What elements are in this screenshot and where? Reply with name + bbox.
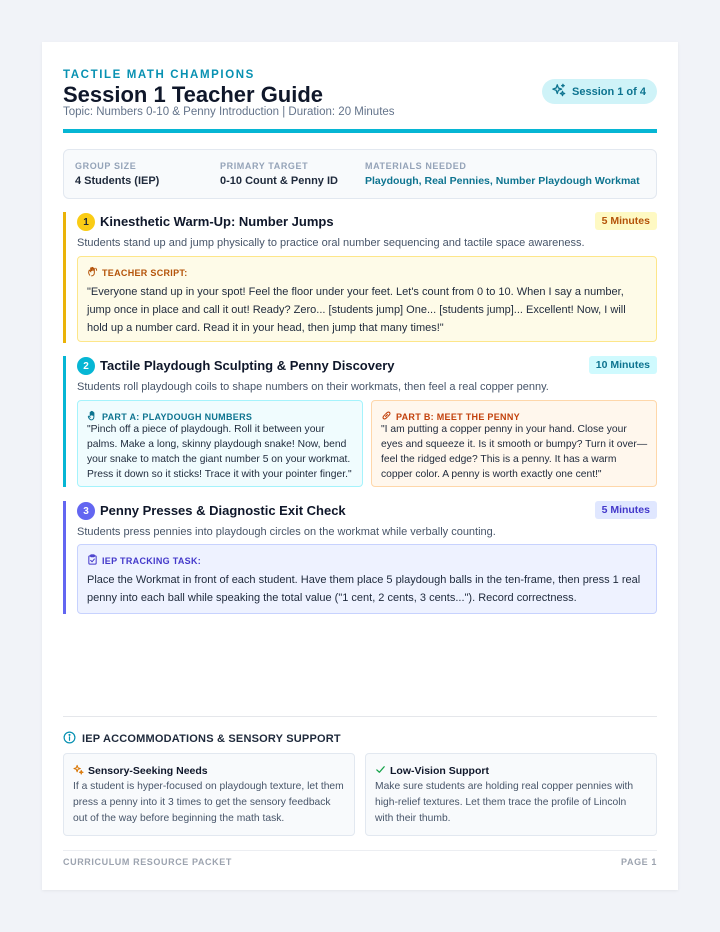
- section-warm-up: [63, 212, 657, 343]
- hand-wave-icon: [87, 266, 98, 279]
- brand-label: TACTILE MATH CHAMPIONS: [63, 69, 255, 81]
- section-description: Students press pennies into playdough circles on the workmat while verbally counting.: [77, 526, 496, 538]
- primary-target: [220, 161, 338, 187]
- low-vision-title: Low-Vision Support: [390, 765, 489, 777]
- footer-page-number: PAGE 1: [621, 857, 657, 867]
- section-description: Students roll playdough coils to shape numbers on their workmats, then feel a real copper penny.: [77, 381, 549, 393]
- clipboard-check-icon: [87, 554, 98, 567]
- primary-target-value: 0-10 Count & Penny ID: [220, 175, 338, 187]
- iep-task-header: [87, 554, 201, 567]
- part-b-label: PART B: MEET THE PENNY: [396, 411, 520, 422]
- group-size-label: GROUP SIZE: [75, 161, 137, 171]
- sensory-seeking-header: [73, 764, 208, 778]
- materials-label: MATERIALS NEEDED: [365, 161, 467, 171]
- low-vision-card: [365, 753, 657, 836]
- iep-task-label: IEP TRACKING TASK:: [102, 555, 202, 566]
- section-playdough: [63, 356, 657, 487]
- section-penny-presses: [63, 501, 657, 614]
- section-title: Tactile Playdough Sculpting & Penny Discovery: [100, 358, 395, 373]
- low-vision-header: [375, 764, 489, 778]
- teacher-script-header: [87, 266, 188, 279]
- session-badge-label: Session 1 of 4: [572, 85, 646, 98]
- part-b-text: "I am putting a copper penny in your hand. Close your eyes and squeeze it. Is it smooth or bumpy? Turn it over—feel the ridged edge? This is a penny. It has a warm copper color. A penny is worth exactly one cent!": [381, 424, 648, 480]
- part-a-label: PART A: PLAYDOUGH NUMBERS: [102, 411, 253, 422]
- time-badge: 5 Minutes: [595, 212, 657, 230]
- section-accent-bar: [63, 501, 66, 614]
- section-description: Students stand up and jump physically to practice oral number sequencing and tactile space awareness.: [77, 237, 585, 249]
- step-number: 1: [77, 213, 95, 231]
- section-title: Penny Presses & Diagnostic Exit Check: [100, 503, 346, 518]
- section-accent-bar: [63, 212, 66, 343]
- accommodations-divider: [63, 716, 657, 717]
- part-a-text: "Pinch off a piece of playdough. Roll it between your palms. Make a long, skinny playdough snake! Now, bend your snake to match the giant number 5 on your workmat. Press it down so it sticks! Trace it with your pointer finger.": [87, 424, 352, 480]
- section-title: Kinesthetic Warm-Up: Number Jumps: [100, 214, 334, 229]
- sensory-seeking-text: If a student is hyper-focused on playdough texture, let them press a penny into it 3 times to get the sensory feedback out of the way before beginning the math task.: [73, 781, 344, 824]
- time-badge: 5 Minutes: [595, 501, 657, 519]
- teacher-script-label: TEACHER SCRIPT:: [102, 267, 188, 278]
- section-accent-bar: [63, 356, 66, 487]
- sensory-seeking-card: [63, 753, 355, 836]
- guide-page: [42, 42, 678, 890]
- page-subtitle: Topic: Numbers 0-10 & Penny Introduction | Duration: 20 Minutes: [63, 106, 395, 118]
- sparkle-icon: [73, 764, 84, 778]
- group-size-value: 4 Students (IEP): [75, 175, 160, 187]
- accommodations-title: IEP ACCOMMODATIONS & SENSORY SUPPORT: [82, 733, 341, 745]
- check-icon: [375, 764, 386, 778]
- primary-target-label: PRIMARY TARGET: [220, 161, 309, 171]
- materials-needed: [365, 161, 640, 187]
- sparkle-icon: [552, 83, 566, 100]
- session-badge: [542, 79, 657, 104]
- low-vision-text: Make sure students are holding real copper pennies with high-relief textures. Let them trace the profile of Lincoln with their thumb.: [375, 781, 634, 824]
- footer-divider: [63, 850, 657, 851]
- teacher-script-text: "Everyone stand up in your spot! Feel the floor under your feet. Let's count from 0 to 10. When I say a number, jump once in place and call it out! Ready? Zero... [students jump] One... [students jump]... Excellent! Now, I will hold up a number card. Read it in your head, then jump that many times!": [87, 286, 626, 334]
- page-title: Session 1 Teacher Guide: [63, 82, 324, 107]
- part-b-box: [371, 400, 657, 487]
- info-panel: [63, 149, 657, 199]
- info-icon: [63, 731, 76, 747]
- step-number: 2: [77, 357, 95, 375]
- step-number: 3: [77, 502, 95, 520]
- group-size: [75, 161, 159, 187]
- time-badge: 10 Minutes: [589, 356, 657, 374]
- iep-task-box: [77, 544, 657, 614]
- footer-left: CURRICULUM RESOURCE PACKET: [63, 857, 232, 867]
- sensory-seeking-title: Sensory-Seeking Needs: [88, 765, 208, 777]
- header-rule: [63, 129, 657, 133]
- materials-value: Playdough, Real Pennies, Number Playdough Workmat: [365, 175, 640, 187]
- teacher-script-box: [77, 256, 657, 342]
- iep-task-text: Place the Workmat in front of each student. Have them place 5 playdough balls in the ten-frame, then press 1 real penny into each ball while speaking the total value ("1 cent, 2 cents, 3 cents..."). Record correctness.: [87, 574, 641, 604]
- part-a-box: [77, 400, 363, 487]
- accommodations-heading: [63, 731, 341, 747]
